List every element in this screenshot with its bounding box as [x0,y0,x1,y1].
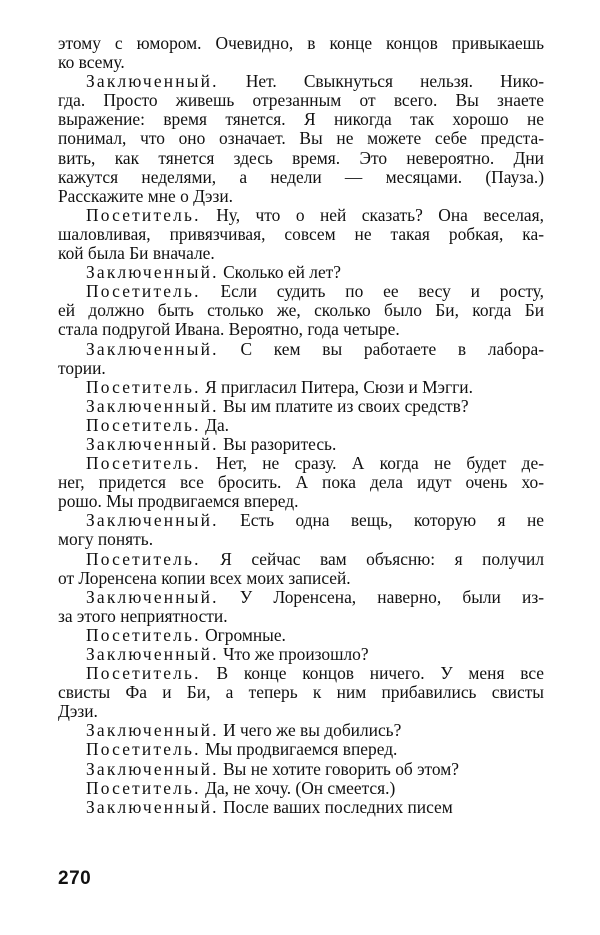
text-line [58,187,544,206]
text-line [58,397,544,416]
line-text: рошо. Мы продвигаемся вперед. [58,491,299,512]
line-text: понимал, что оно означает. Вы не можете себе предста- [58,128,544,149]
paragraph [58,206,544,263]
text-line [58,129,544,148]
line-text: Дэзи. [58,701,98,722]
line-text: нег, придется все бросить. А пока дела идут очень хо- [58,472,544,493]
speaker-name: Посетитель. [86,663,201,684]
text-line [58,225,544,244]
paragraph [58,779,544,798]
text-line [58,301,544,320]
speaker-name: Посетитель. [86,414,201,435]
paragraph [58,511,544,549]
paragraph [58,72,544,206]
line-text: Ну, что о ней сказать? Она веселая, [200,204,544,225]
text-line [58,72,544,91]
line-text: У Лоренсена, наверно, были из- [218,586,544,607]
speaker-name: Заключенный. [86,586,219,607]
text-line [58,206,544,225]
line-text: Да, не хочу. (Он смеется.) [200,777,396,798]
line-text: могу понять. [58,529,154,550]
line-text: Сколько ей лет? [218,262,342,283]
line-text: Огромные. [200,624,286,645]
paragraph [58,588,544,626]
speaker-name: Заключенный. [86,71,219,92]
speaker-name: Заключенный. [86,433,219,454]
speaker-name: Заключенный. [86,395,219,416]
text-line [58,378,544,397]
line-text: Я пригласил Питера, Сюзи и Мэгги. [200,376,473,397]
text-line [58,492,544,511]
line-text: Вы разоритесь. [218,433,337,454]
paragraph [58,454,544,511]
text-line [58,435,544,454]
text-line [58,34,544,53]
paragraph [58,282,544,339]
line-text: Нет, не сразу. А когда не будет де- [200,453,544,474]
speaker-name: Посетитель. [86,281,201,302]
text-line [58,149,544,168]
paragraph [58,626,544,645]
paragraph [58,435,544,454]
text-line [58,91,544,110]
line-text: этому с юмором. Очевидно, в конце концов привыкаешь [58,33,544,53]
line-text: Расскажите мне о Дэзи. [58,185,233,206]
speaker-name: Посетитель. [86,376,201,397]
paragraph [58,263,544,282]
line-text: шаловливая, привязчивая, совсем не такая робкая, ка- [58,223,544,244]
text-line [58,588,544,607]
paragraph [58,721,544,740]
line-text: В конце концов ничего. У меня все [200,663,544,684]
line-text: ей должно быть столько же, сколько было Би, когда Би [58,300,544,321]
line-text: стала подругой Ивана. Вероятно, года четыре. [58,319,400,340]
text-line [58,263,544,282]
line-text: После ваших последних писем [218,796,453,817]
paragraph [58,760,544,779]
text-line [58,740,544,759]
line-text: Мы продвигаемся вперед. [200,739,398,760]
speaker-name: Заключенный. [86,262,219,283]
text-line [58,760,544,779]
text-line [58,473,544,492]
line-text: Да. [200,414,230,435]
text-line [58,244,544,263]
paragraph [58,550,544,588]
text-line [58,454,544,473]
line-text: Что же произошло? [218,644,369,664]
line-text: от Лоренсена копии всех моих записей. [58,567,351,588]
speaker-name: Заключенный. [86,758,219,779]
text-line [58,683,544,702]
text-line [58,416,544,435]
paragraph [58,378,544,397]
text-line [58,359,544,378]
line-text: И чего же вы добились? [218,720,402,741]
speaker-name: Заключенный. [86,510,219,531]
speaker-name: Посетитель. [86,739,201,760]
speaker-name: Посетитель. [86,453,201,474]
text-line [58,168,544,187]
page-body [58,34,544,817]
line-text: выражение: время тянется. Я никогда так хорошо не [58,109,544,130]
paragraph [58,416,544,435]
line-text: ко всему. [58,52,125,73]
text-line [58,607,544,626]
line-text: за этого неприятности. [58,605,228,626]
speaker-name: Посетитель. [86,624,201,645]
paragraph [58,798,544,817]
speaker-name: Заключенный. [86,720,219,741]
text-line [58,721,544,740]
line-text: Если судить по ее весу и росту, [200,281,544,302]
speaker-name: Заключенный. [86,796,219,817]
text-line [58,340,544,359]
text-line [58,110,544,129]
speaker-name: Посетитель. [86,777,201,798]
paragraph [58,645,544,664]
text-line [58,702,544,721]
paragraph [58,664,544,721]
page-number: 270 [58,868,92,889]
text-line [58,569,544,588]
line-text: кой была Би вначале. [58,243,215,264]
line-text: Нет. Свыкнуться нельзя. Нико- [218,71,544,92]
paragraph [58,340,544,378]
text-line [58,282,544,301]
speaker-name: Посетитель. [86,548,201,569]
text-line [58,664,544,683]
line-text: кажутся неделями, а недели — месяцами. (Пауза.) [58,166,544,187]
speaker-name: Заключенный. [86,338,219,359]
line-text: вить, как тянется здесь время. Это невероятно. Дни [58,147,544,168]
speaker-name: Посетитель. [86,204,201,225]
text-line [58,798,544,817]
text-line [58,320,544,339]
line-text: Я сейчас вам объясню: я получил [200,548,544,569]
text-line [58,779,544,798]
text-line [58,53,544,72]
paragraph [58,34,544,72]
line-text: свисты Фа и Би, а теперь к ним прибавились свисты [58,682,544,703]
text-line [58,550,544,569]
line-text: С кем вы работаете в лабора- [218,338,544,359]
paragraph [58,740,544,759]
text-line [58,645,544,664]
line-text: гда. Просто живешь отрезанным от всего. Вы знаете [58,90,544,111]
text-line [58,511,544,530]
paragraph [58,397,544,416]
text-line [58,530,544,549]
text-line [58,626,544,645]
line-text: тории. [58,357,106,378]
line-text: Вы не хотите говорить об этом? [218,758,460,779]
line-text: Есть одна вещь, которую я не [218,510,544,531]
speaker-name: Заключенный. [86,644,219,664]
line-text: Вы им платите из своих средств? [218,395,469,416]
text-column [58,34,544,817]
